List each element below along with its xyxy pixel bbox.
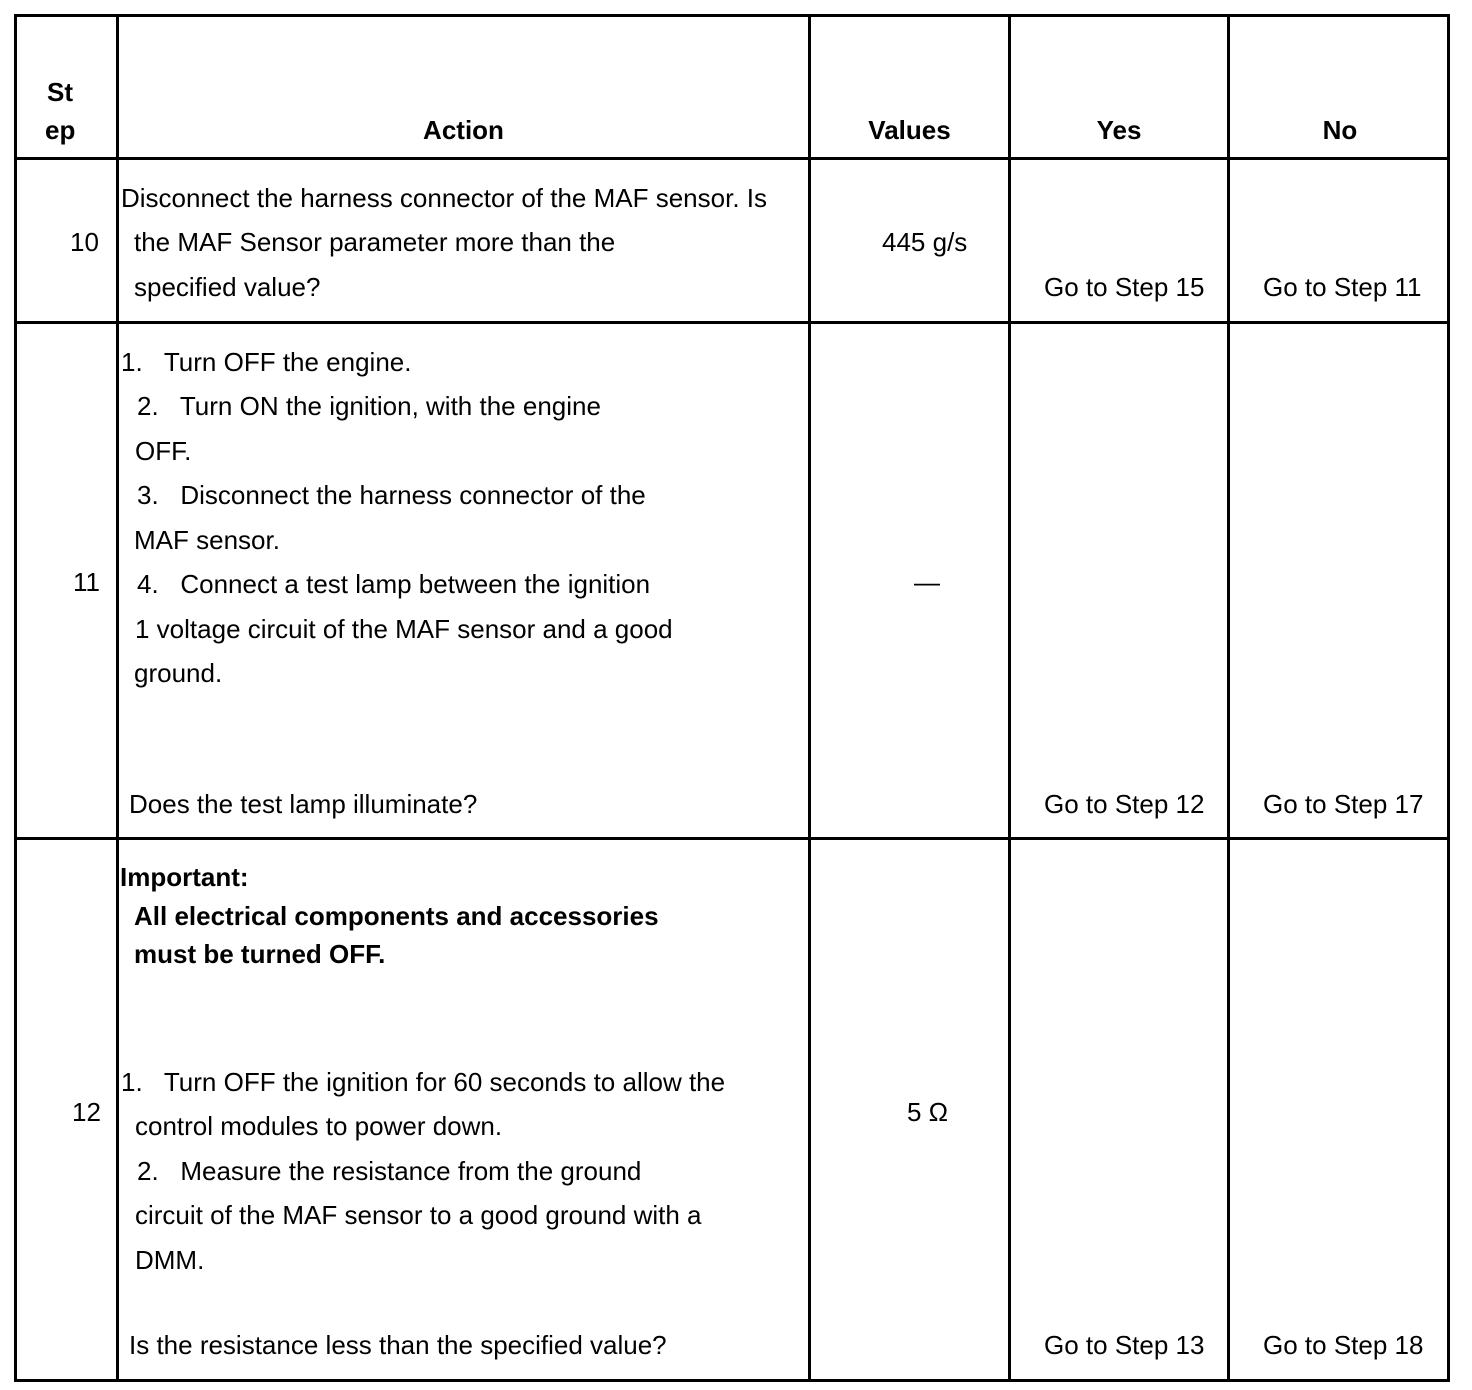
grid-line xyxy=(1008,17,1011,1379)
important-heading: Important: xyxy=(120,862,249,892)
action-line: OFF. xyxy=(135,436,192,466)
action-line: ground. xyxy=(134,658,223,688)
grid-line xyxy=(116,17,119,1379)
action-line: 3. Disconnect the harness connector of the xyxy=(137,480,646,510)
action-line: 1. Turn OFF the engine. xyxy=(121,347,412,377)
action-question: Is the resistance less than the specified value? xyxy=(129,1330,667,1360)
header-yes: Yes xyxy=(1096,115,1142,145)
value-cell: 5 Ω xyxy=(907,1097,949,1127)
yes-cell: Go to Step 12 xyxy=(1044,789,1205,819)
action-line: 1 voltage circuit of the MAF sensor and a good xyxy=(135,614,673,644)
action-line: 1. Turn OFF the ignition for 60 seconds to allow the xyxy=(121,1067,726,1097)
action-line: 2. Turn ON the ignition, with the engine xyxy=(137,391,601,421)
yes-cell: Go to Step 13 xyxy=(1044,1330,1205,1360)
diagnostic-table xyxy=(14,14,1450,1382)
action-line: the MAF Sensor parameter more than the xyxy=(134,227,616,257)
action-line: 2. Measure the resistance from the ground xyxy=(137,1156,642,1186)
action-line: 4. Connect a test lamp between the ignition xyxy=(137,569,651,599)
no-cell: Go to Step 18 xyxy=(1263,1330,1424,1360)
grid-line xyxy=(17,837,1447,840)
action-line: specified value? xyxy=(134,272,321,302)
grid-line xyxy=(17,157,1447,160)
header-no: No xyxy=(1322,115,1358,145)
step-number: 11 xyxy=(73,567,100,597)
header-step-line1: St xyxy=(47,77,73,107)
grid-line xyxy=(17,321,1447,324)
action-line: MAF sensor. xyxy=(134,525,280,555)
action-question: Does the test lamp illuminate? xyxy=(129,789,478,819)
header-action: Action xyxy=(423,115,504,145)
grid-line xyxy=(808,17,811,1379)
no-cell: Go to Step 11 xyxy=(1263,272,1422,302)
step-number: 12 xyxy=(72,1097,101,1127)
important-line: must be turned OFF. xyxy=(134,939,386,969)
no-cell: Go to Step 17 xyxy=(1263,789,1424,819)
header-values: Values xyxy=(868,115,951,145)
step-number: 10 xyxy=(70,227,99,257)
header-step-line2: ep xyxy=(45,115,76,145)
action-line: circuit of the MAF sensor to a good ground with a xyxy=(135,1200,702,1230)
yes-cell: Go to Step 15 xyxy=(1044,272,1205,302)
grid-line xyxy=(1227,17,1230,1379)
action-line: control modules to power down. xyxy=(135,1111,503,1141)
value-cell: 445 g/s xyxy=(882,227,968,257)
important-line: All electrical components and accessories xyxy=(134,901,659,931)
action-line: Disconnect the harness connector of the MAF sensor. Is xyxy=(121,183,767,213)
value-cell: — xyxy=(914,567,940,597)
action-line: DMM. xyxy=(135,1245,205,1275)
